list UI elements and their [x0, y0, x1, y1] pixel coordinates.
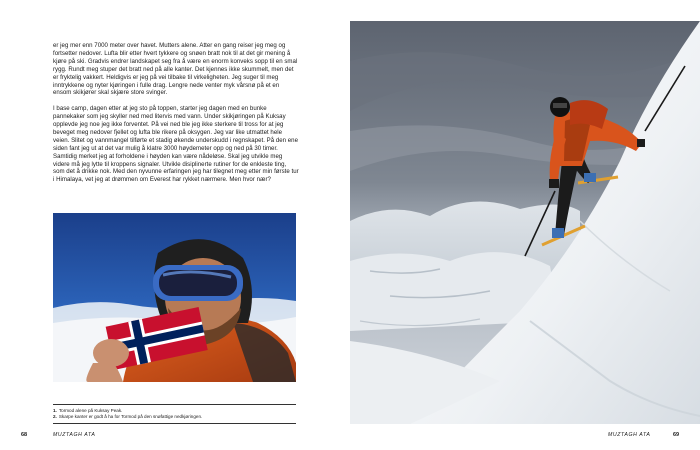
running-head-left: MUZTAGH ATA [53, 432, 96, 438]
footer-rule [53, 423, 296, 424]
caption-number: 1. [53, 408, 57, 413]
photo-captions [53, 404, 296, 420]
right-page [350, 0, 700, 450]
photo-climber-with-flag [53, 213, 296, 382]
caption-text: Tormod alene på Kuksay Peak. [58, 408, 123, 413]
page-number-left: 68 [21, 432, 28, 438]
caption-text: Skarpe kanter er godt å ha for Tormod på den snøfattige nedkjøringen. [58, 414, 203, 419]
page-number-right: 69 [673, 432, 680, 438]
running-head-right: MUZTAGH ATA [608, 432, 651, 438]
caption-2 [53, 414, 296, 420]
body-text [53, 42, 299, 192]
paragraph-1: er jeg mer enn 7000 meter over havet. Mutters alene. Atter en gang reiser jeg meg og fortsetter nedover. Lufta blir etter hvert tykkere og snøen bratt nok til at det gir mening å kjøre på ski. Gradvis endrer landskapet seg fra å være en enorm konveks sopp til en smal rygg. Rundt meg stuper det bratt ned på alle kanter. Det kjennes ikke skummelt, men det er fryktelig vakkert. Heldigvis er jeg på vei tilbake til virkeligheten. Jeg suger til meg inntrykkene og nyter kjøringen i fulle drag. Lengre nede venter myk vårsnø på et en ensom skikjører skal skjære store svinger. [53, 42, 298, 97]
caption-number: 2. [53, 414, 57, 419]
photo-skier-descent [350, 21, 700, 424]
paragraph-2: I base camp, dagen etter at jeg sto på toppen, starter jeg dagen med en bunke pannekaker som jeg skyller ned med litervis med vann. Under skikjøringen på Kuksay opplevde jeg noe jeg ikke forventet. På vei ned ble jeg ikke sterkere til tross for at jeg beveget meg nedover fjellet og lufta ble rikere på oksygen. Jeg var like utmattet hele veien. Slitet og vannmangel tilførte et stadig økende underskudd i regnskapet. På den ene siden fant jeg ut at det var mulig å klatre 3000 høydemeter opp og ned på 30 timer. Samtidig merket jeg at forholdene i høyden kan være nådeløse. Skal jeg utvikle meg videre må jeg lytte til kroppens signaler. Utvikle disiplinerte rutiner for de enkleste ting, som det å drikke nok. Med den nyvunne erfaringen jeg har tilegnet meg etter min første tur i Himalaya, vet jeg at drømmen om Everest har rykket nærmere. Men hvor nær? [53, 105, 299, 184]
